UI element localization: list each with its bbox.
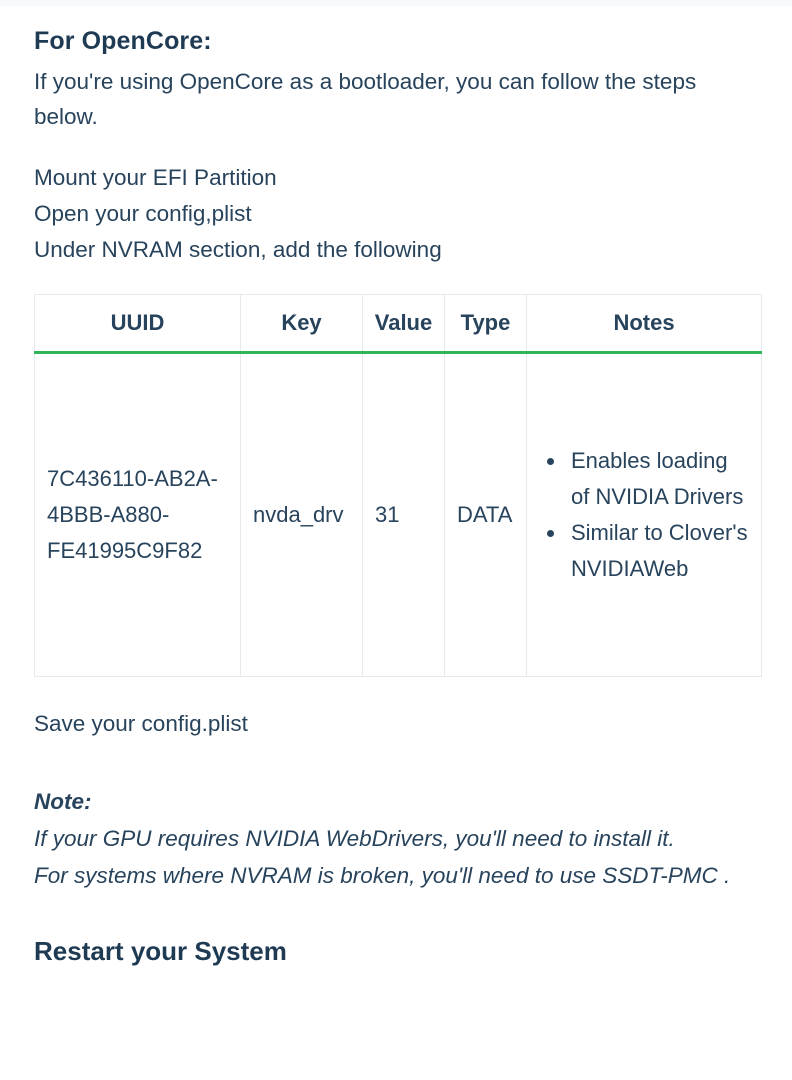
spacer xyxy=(34,134,760,160)
cell-notes xyxy=(527,353,762,677)
table-column-header-value: Value xyxy=(363,295,445,353)
step-item: Under NVRAM section, add the following xyxy=(34,237,442,262)
table-row xyxy=(35,353,762,677)
cell-uuid: 7C436110-AB2A-4BBB-A880-FE41995C9F82 xyxy=(35,353,241,677)
table-header-row xyxy=(35,295,762,353)
step-item: Mount your EFI Partition xyxy=(34,165,277,190)
notes-bullet-item: • Enables loading of NVIDIA Drivers xyxy=(567,443,749,515)
table-column-header-key: Key xyxy=(241,295,363,353)
table-column-header-notes: Notes xyxy=(527,295,762,353)
note-line: If your GPU requires NVIDIA WebDrivers, you'll need to install it. xyxy=(34,826,675,851)
save-config-text: Save your config.plist xyxy=(34,711,248,736)
note-label: Note: xyxy=(34,789,92,814)
notes-bullet-item: • Similar to Clover's NVIDIAWeb xyxy=(567,515,749,587)
step-item: Open your config,plist xyxy=(34,201,252,226)
page-top-strip xyxy=(0,0,792,6)
cell-type: DATA xyxy=(445,353,527,677)
nvram-table xyxy=(34,294,762,677)
note-line: For systems where NVRAM is broken, you'll need to use SSDT-PMC . xyxy=(34,863,731,888)
cell-value: 31 xyxy=(363,353,445,677)
note-block xyxy=(34,783,760,894)
intro-paragraph: If you're using OpenCore as a bootloader, you can follow the steps below. xyxy=(34,69,697,129)
table-column-header-type: Type xyxy=(445,295,527,353)
cell-key: nvda_drv xyxy=(241,353,363,677)
table-column-header-uuid: UUID xyxy=(35,295,241,353)
notes-bullet-list xyxy=(539,443,749,587)
restart-heading: Restart your System xyxy=(34,936,287,966)
steps-list xyxy=(34,160,760,268)
page-title: For OpenCore: xyxy=(34,27,212,55)
